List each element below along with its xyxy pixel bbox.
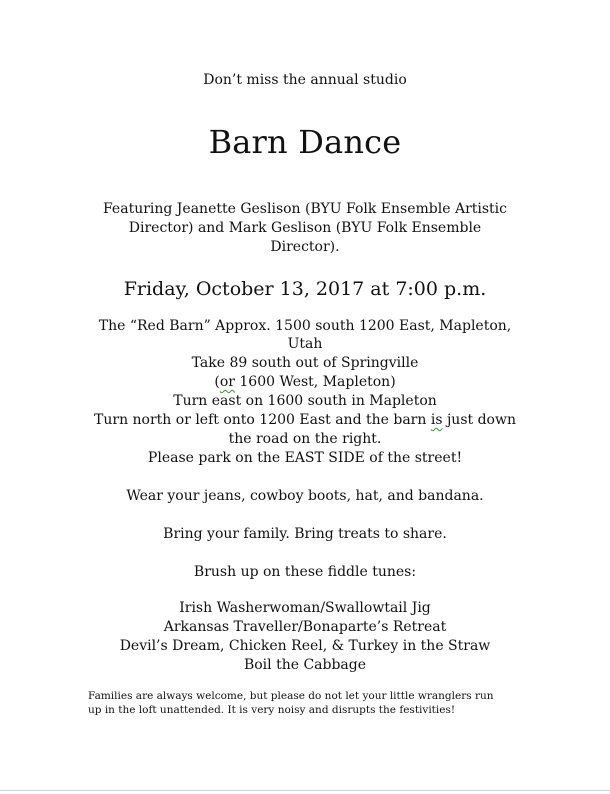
spellcheck-word-or: or [219,374,235,390]
directions-line-4-rest: 1600 West, Mapleton) [234,374,396,390]
footnote-line-1: Families are always welcome, but please do not let your little wranglers run [88,690,494,702]
event-date: Friday, October 13, 2017 at 7:00 p.m. [123,278,487,300]
directions-line-4-open: ( [214,374,220,390]
directions-line-2: Utah [287,336,323,352]
event-title: Barn Dance [208,123,402,161]
directions-line-7: the road on the right. [228,431,382,447]
directions-line-6-end: just down [442,412,516,428]
page-bottom-edge [0,790,610,791]
footnote-line-2: up in the loft unattended. It is very noisy and disrupts the festivities! [88,704,456,716]
directions-line-3: Take 89 south out of Springville [191,355,419,371]
tunes-heading: Brush up on these fiddle tunes: [193,564,417,580]
directions-line-8: Please park on the EAST SIDE of the street! [147,450,463,466]
tune-item: Devil’s Dream, Chicken Reel, & Turkey in the Straw [119,638,491,654]
featuring-line-1: Featuring Jeanette Geslison (BYU Folk Ensemble Artistic [102,201,508,217]
tune-item: Boil the Cabbage [243,657,367,673]
directions-line-1: The “Red Barn” Approx. 1500 south 1200 East, Mapleton, [98,318,512,334]
directions-line-4 [0,373,610,392]
intro-text: Don’t miss the annual studio [203,72,407,88]
tune-item: Arkansas Traveller/Bonaparte’s Retreat [163,619,447,635]
directions-line-6 [0,411,610,430]
attire-text: Wear your jeans, cowboy boots, hat, and bandana. [126,488,484,504]
directions-line-6-start: Turn north or left onto 1200 East and the barn [94,412,431,428]
spellcheck-word-is: is [430,412,443,428]
featuring-line-3: Director). [270,239,340,255]
featuring-line-2: Director) and Mark Geslison (BYU Folk Ensemble [128,220,482,236]
bring-text: Bring your family. Bring treats to share. [163,526,447,542]
directions-line-5: Turn east on 1600 south in Mapleton [173,393,437,409]
tune-item: Irish Washerwoman/Swallowtail Jig [179,600,431,616]
